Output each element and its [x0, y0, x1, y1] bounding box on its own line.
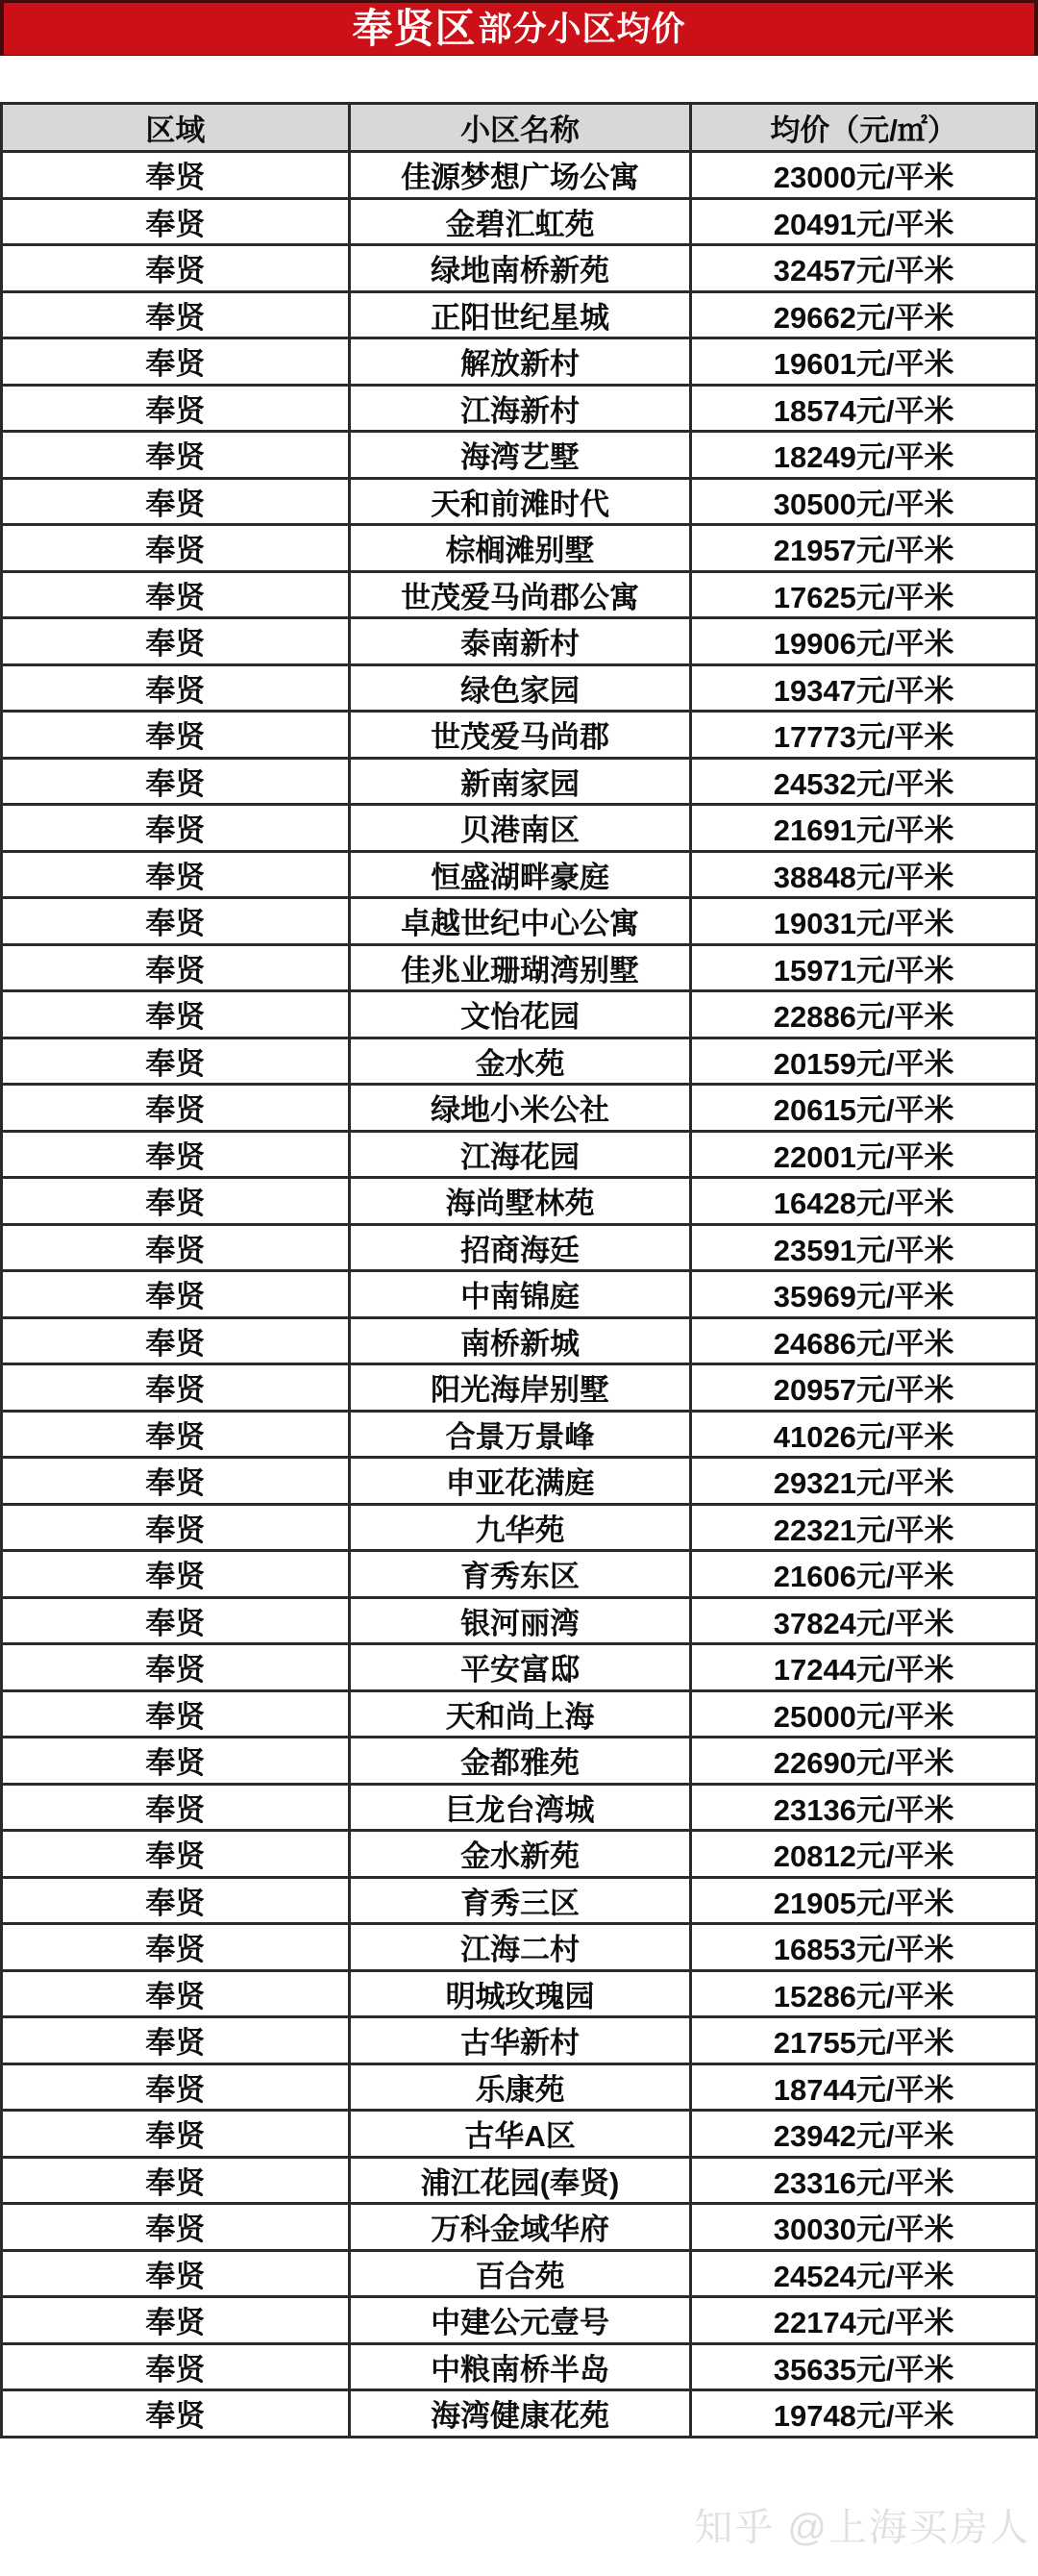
- community-name-cell: 金水新苑: [349, 1831, 690, 1878]
- region-cell: 奉贤: [2, 1924, 350, 1971]
- table-row: [2, 664, 1037, 712]
- table-row: [2, 1690, 1037, 1738]
- price-cell: 22174元/平米: [691, 2297, 1037, 2344]
- table-row: [2, 1597, 1037, 1644]
- price-cell: 22321元/平米: [691, 1504, 1037, 1551]
- community-name-cell: 乐康苑: [349, 2063, 690, 2111]
- region-cell: 奉贤: [2, 991, 350, 1038]
- region-cell: 奉贤: [2, 1690, 350, 1738]
- price-cell: 20615元/平米: [691, 1085, 1037, 1132]
- table-row: [2, 1317, 1037, 1364]
- banner-table-spacer: [0, 56, 1038, 102]
- region-cell: 奉贤: [2, 338, 350, 386]
- price-cell: 24686元/平米: [691, 1317, 1037, 1364]
- community-name-cell: 巨龙台湾城: [349, 1784, 690, 1831]
- community-name-cell: 天和尚上海: [349, 1690, 690, 1738]
- region-cell: 奉贤: [2, 1551, 350, 1598]
- community-name-cell: 文怡花园: [349, 991, 690, 1038]
- community-name-cell: 卓越世纪中心公寓: [349, 898, 690, 945]
- price-cell: 17244元/平米: [691, 1644, 1037, 1691]
- region-cell: 奉贤: [2, 478, 350, 525]
- region-cell: 奉贤: [2, 2063, 350, 2111]
- region-cell: 奉贤: [2, 1317, 350, 1364]
- table-row: [2, 1178, 1037, 1225]
- table-row: [2, 805, 1037, 852]
- region-cell: 奉贤: [2, 1271, 350, 1318]
- region-cell: 奉贤: [2, 571, 350, 618]
- region-cell: 奉贤: [2, 1970, 350, 2017]
- region-cell: 奉贤: [2, 1411, 350, 1458]
- community-name-cell: 古华A区: [349, 2111, 690, 2158]
- community-name-cell: 明城玫瑰园: [349, 1970, 690, 2017]
- region-cell: 奉贤: [2, 1131, 350, 1178]
- table-row: [2, 432, 1037, 479]
- price-cell: 35969元/平米: [691, 1271, 1037, 1318]
- region-cell: 奉贤: [2, 2017, 350, 2064]
- community-name-cell: 阳光海岸别墅: [349, 1364, 690, 1412]
- price-cell: 18744元/平米: [691, 2063, 1037, 2111]
- region-cell: 奉贤: [2, 944, 350, 991]
- community-name-cell: 世茂爱马尚郡: [349, 712, 690, 759]
- community-name-cell: 佳源梦想广场公寓: [349, 152, 690, 199]
- price-cell: 23000元/平米: [691, 152, 1037, 199]
- region-cell: 奉贤: [2, 712, 350, 759]
- price-cell: 19748元/平米: [691, 2390, 1037, 2438]
- region-cell: 奉贤: [2, 1364, 350, 1412]
- table-row: [2, 385, 1037, 432]
- community-name-cell: 百合苑: [349, 2250, 690, 2297]
- region-cell: 奉贤: [2, 851, 350, 898]
- price-cell: 22886元/平米: [691, 991, 1037, 1038]
- header-cell-price: 均价（元/㎡）: [691, 104, 1037, 152]
- price-cell: 17625元/平米: [691, 571, 1037, 618]
- community-name-cell: 万科金域华府: [349, 2204, 690, 2251]
- table-row: [2, 1504, 1037, 1551]
- price-cell: 17773元/平米: [691, 712, 1037, 759]
- region-cell: 奉贤: [2, 525, 350, 572]
- table-row: [2, 2390, 1037, 2438]
- region-cell: 奉贤: [2, 898, 350, 945]
- table-row: [2, 2111, 1037, 2158]
- price-cell: 21755元/平米: [691, 2017, 1037, 2064]
- region-cell: 奉贤: [2, 2111, 350, 2158]
- table-row: [2, 1551, 1037, 1598]
- region-cell: 奉贤: [2, 1784, 350, 1831]
- price-cell: 23136元/平米: [691, 1784, 1037, 1831]
- price-cell: 21957元/平米: [691, 525, 1037, 572]
- region-cell: 奉贤: [2, 2204, 350, 2251]
- price-cell: 22690元/平米: [691, 1738, 1037, 1785]
- community-name-cell: 世茂爱马尚郡公寓: [349, 571, 690, 618]
- region-cell: 奉贤: [2, 1085, 350, 1132]
- table-row: [2, 2343, 1037, 2390]
- table-row: [2, 2063, 1037, 2111]
- community-name-cell: 育秀三区: [349, 1877, 690, 1924]
- table-row: [2, 2250, 1037, 2297]
- price-cell: 16853元/平米: [691, 1924, 1037, 1971]
- table-row: [2, 1038, 1037, 1085]
- community-name-cell: 海湾艺墅: [349, 432, 690, 479]
- region-cell: 奉贤: [2, 1038, 350, 1085]
- table-row: [2, 571, 1037, 618]
- region-cell: 奉贤: [2, 664, 350, 712]
- price-cell: 38848元/平米: [691, 851, 1037, 898]
- table-row: [2, 2157, 1037, 2204]
- table-row: [2, 198, 1037, 245]
- community-name-cell: 九华苑: [349, 1504, 690, 1551]
- table-row: [2, 525, 1037, 572]
- table-row: [2, 898, 1037, 945]
- region-cell: 奉贤: [2, 2390, 350, 2438]
- price-cell: 19601元/平米: [691, 338, 1037, 386]
- price-cell: 20812元/平米: [691, 1831, 1037, 1878]
- price-cell: 21691元/平米: [691, 805, 1037, 852]
- price-cell: 23942元/平米: [691, 2111, 1037, 2158]
- price-cell: 19031元/平米: [691, 898, 1037, 945]
- price-cell: 21905元/平米: [691, 1877, 1037, 1924]
- region-cell: 奉贤: [2, 1224, 350, 1271]
- table-row: [2, 1271, 1037, 1318]
- community-name-cell: 合景万景峰: [349, 1411, 690, 1458]
- region-cell: 奉贤: [2, 618, 350, 665]
- region-cell: 奉贤: [2, 245, 350, 292]
- table-row: [2, 1458, 1037, 1505]
- price-cell: 16428元/平米: [691, 1178, 1037, 1225]
- community-name-cell: 金碧汇虹苑: [349, 198, 690, 245]
- region-cell: 奉贤: [2, 385, 350, 432]
- community-name-cell: 招商海廷: [349, 1224, 690, 1271]
- region-cell: 奉贤: [2, 1597, 350, 1644]
- price-cell: 41026元/平米: [691, 1411, 1037, 1458]
- table-row: [2, 991, 1037, 1038]
- table-row: [2, 1924, 1037, 1971]
- page-title-district: 奉贤区: [352, 6, 477, 51]
- region-cell: 奉贤: [2, 1458, 350, 1505]
- community-name-cell: 中建公元壹号: [349, 2297, 690, 2344]
- price-cell: 20491元/平米: [691, 198, 1037, 245]
- price-cell: 21606元/平米: [691, 1551, 1037, 1598]
- price-cell: 19347元/平米: [691, 664, 1037, 712]
- price-cell: 29662元/平米: [691, 291, 1037, 338]
- community-name-cell: 古华新村: [349, 2017, 690, 2064]
- price-cell: 37824元/平米: [691, 1597, 1037, 1644]
- table-row: [2, 758, 1037, 805]
- table-row: [2, 618, 1037, 665]
- price-cell: 20159元/平米: [691, 1038, 1037, 1085]
- price-cell: 24532元/平米: [691, 758, 1037, 805]
- community-name-cell: 浦江花园(奉贤): [349, 2157, 690, 2204]
- region-cell: 奉贤: [2, 432, 350, 479]
- table-row: [2, 1738, 1037, 1785]
- community-name-cell: 绿色家园: [349, 664, 690, 712]
- title-banner: [0, 0, 1038, 56]
- price-cell: 29321元/平米: [691, 1458, 1037, 1505]
- community-name-cell: 恒盛湖畔豪庭: [349, 851, 690, 898]
- community-name-cell: 贝港南区: [349, 805, 690, 852]
- community-name-cell: 江海花园: [349, 1131, 690, 1178]
- table-row: [2, 712, 1037, 759]
- region-cell: 奉贤: [2, 805, 350, 852]
- region-cell: 奉贤: [2, 2250, 350, 2297]
- community-name-cell: 新南家园: [349, 758, 690, 805]
- community-name-cell: 绿地南桥新苑: [349, 245, 690, 292]
- price-cell: 25000元/平米: [691, 1690, 1037, 1738]
- community-name-cell: 中粮南桥半岛: [349, 2343, 690, 2390]
- region-cell: 奉贤: [2, 1644, 350, 1691]
- community-name-cell: 海湾健康花苑: [349, 2390, 690, 2438]
- region-cell: 奉贤: [2, 291, 350, 338]
- table-row: [2, 1970, 1037, 2017]
- community-name-cell: 金水苑: [349, 1038, 690, 1085]
- price-cell: 35635元/平米: [691, 2343, 1037, 2390]
- price-cell: 22001元/平米: [691, 1131, 1037, 1178]
- table-row: [2, 1085, 1037, 1132]
- header-cell-region: 区域: [2, 104, 350, 152]
- region-cell: 奉贤: [2, 1504, 350, 1551]
- community-name-cell: 平安富邸: [349, 1644, 690, 1691]
- region-cell: 奉贤: [2, 1877, 350, 1924]
- table-row: [2, 152, 1037, 199]
- community-name-cell: 海尚墅林苑: [349, 1178, 690, 1225]
- community-name-cell: 金都雅苑: [349, 1738, 690, 1785]
- price-cell: 23316元/平米: [691, 2157, 1037, 2204]
- price-cell: 30500元/平米: [691, 478, 1037, 525]
- community-name-cell: 育秀东区: [349, 1551, 690, 1598]
- table-row: [2, 2017, 1037, 2064]
- price-cell: 15286元/平米: [691, 1970, 1037, 2017]
- table-row: [2, 2297, 1037, 2344]
- table-row: [2, 1831, 1037, 1878]
- table-row: [2, 291, 1037, 338]
- region-cell: 奉贤: [2, 1831, 350, 1878]
- table-row: [2, 1224, 1037, 1271]
- community-name-cell: 天和前滩时代: [349, 478, 690, 525]
- price-table: [0, 102, 1038, 2438]
- price-cell: 23591元/平米: [691, 1224, 1037, 1271]
- price-cell: 18249元/平米: [691, 432, 1037, 479]
- table-row: [2, 1131, 1037, 1178]
- region-cell: 奉贤: [2, 152, 350, 199]
- community-name-cell: 棕榈滩别墅: [349, 525, 690, 572]
- table-row: [2, 851, 1037, 898]
- table-row: [2, 245, 1037, 292]
- community-name-cell: 佳兆业珊瑚湾别墅: [349, 944, 690, 991]
- community-name-cell: 绿地小米公社: [349, 1085, 690, 1132]
- table-row: [2, 1411, 1037, 1458]
- table-row: [2, 1877, 1037, 1924]
- table-row: [2, 478, 1037, 525]
- price-cell: 19906元/平米: [691, 618, 1037, 665]
- community-name-cell: 江海新村: [349, 385, 690, 432]
- table-row: [2, 2204, 1037, 2251]
- table-row: [2, 944, 1037, 991]
- region-cell: 奉贤: [2, 758, 350, 805]
- price-cell: 30030元/平米: [691, 2204, 1037, 2251]
- region-cell: 奉贤: [2, 1178, 350, 1225]
- table-row: [2, 338, 1037, 386]
- table-header-row: [2, 104, 1037, 152]
- region-cell: 奉贤: [2, 2343, 350, 2390]
- price-cell: 18574元/平米: [691, 385, 1037, 432]
- price-cell: 20957元/平米: [691, 1364, 1037, 1412]
- region-cell: 奉贤: [2, 198, 350, 245]
- community-name-cell: 江海二村: [349, 1924, 690, 1971]
- header-cell-community-name: 小区名称: [349, 104, 690, 152]
- table-row: [2, 1364, 1037, 1412]
- community-name-cell: 正阳世纪星城: [349, 291, 690, 338]
- community-name-cell: 银河丽湾: [349, 1597, 690, 1644]
- region-cell: 奉贤: [2, 2297, 350, 2344]
- region-cell: 奉贤: [2, 2157, 350, 2204]
- community-name-cell: 申亚花满庭: [349, 1458, 690, 1505]
- community-name-cell: 南桥新城: [349, 1317, 690, 1364]
- community-name-cell: 泰南新村: [349, 618, 690, 665]
- price-cell: 24524元/平米: [691, 2250, 1037, 2297]
- region-cell: 奉贤: [2, 1738, 350, 1785]
- page-title-rest: 部分小区均价: [478, 10, 686, 48]
- watermark: 知乎 @上海买房人: [694, 2507, 1030, 2549]
- table-row: [2, 1784, 1037, 1831]
- table-row: [2, 1644, 1037, 1691]
- community-name-cell: 解放新村: [349, 338, 690, 386]
- price-cell: 32457元/平米: [691, 245, 1037, 292]
- community-name-cell: 中南锦庭: [349, 1271, 690, 1318]
- price-cell: 15971元/平米: [691, 944, 1037, 991]
